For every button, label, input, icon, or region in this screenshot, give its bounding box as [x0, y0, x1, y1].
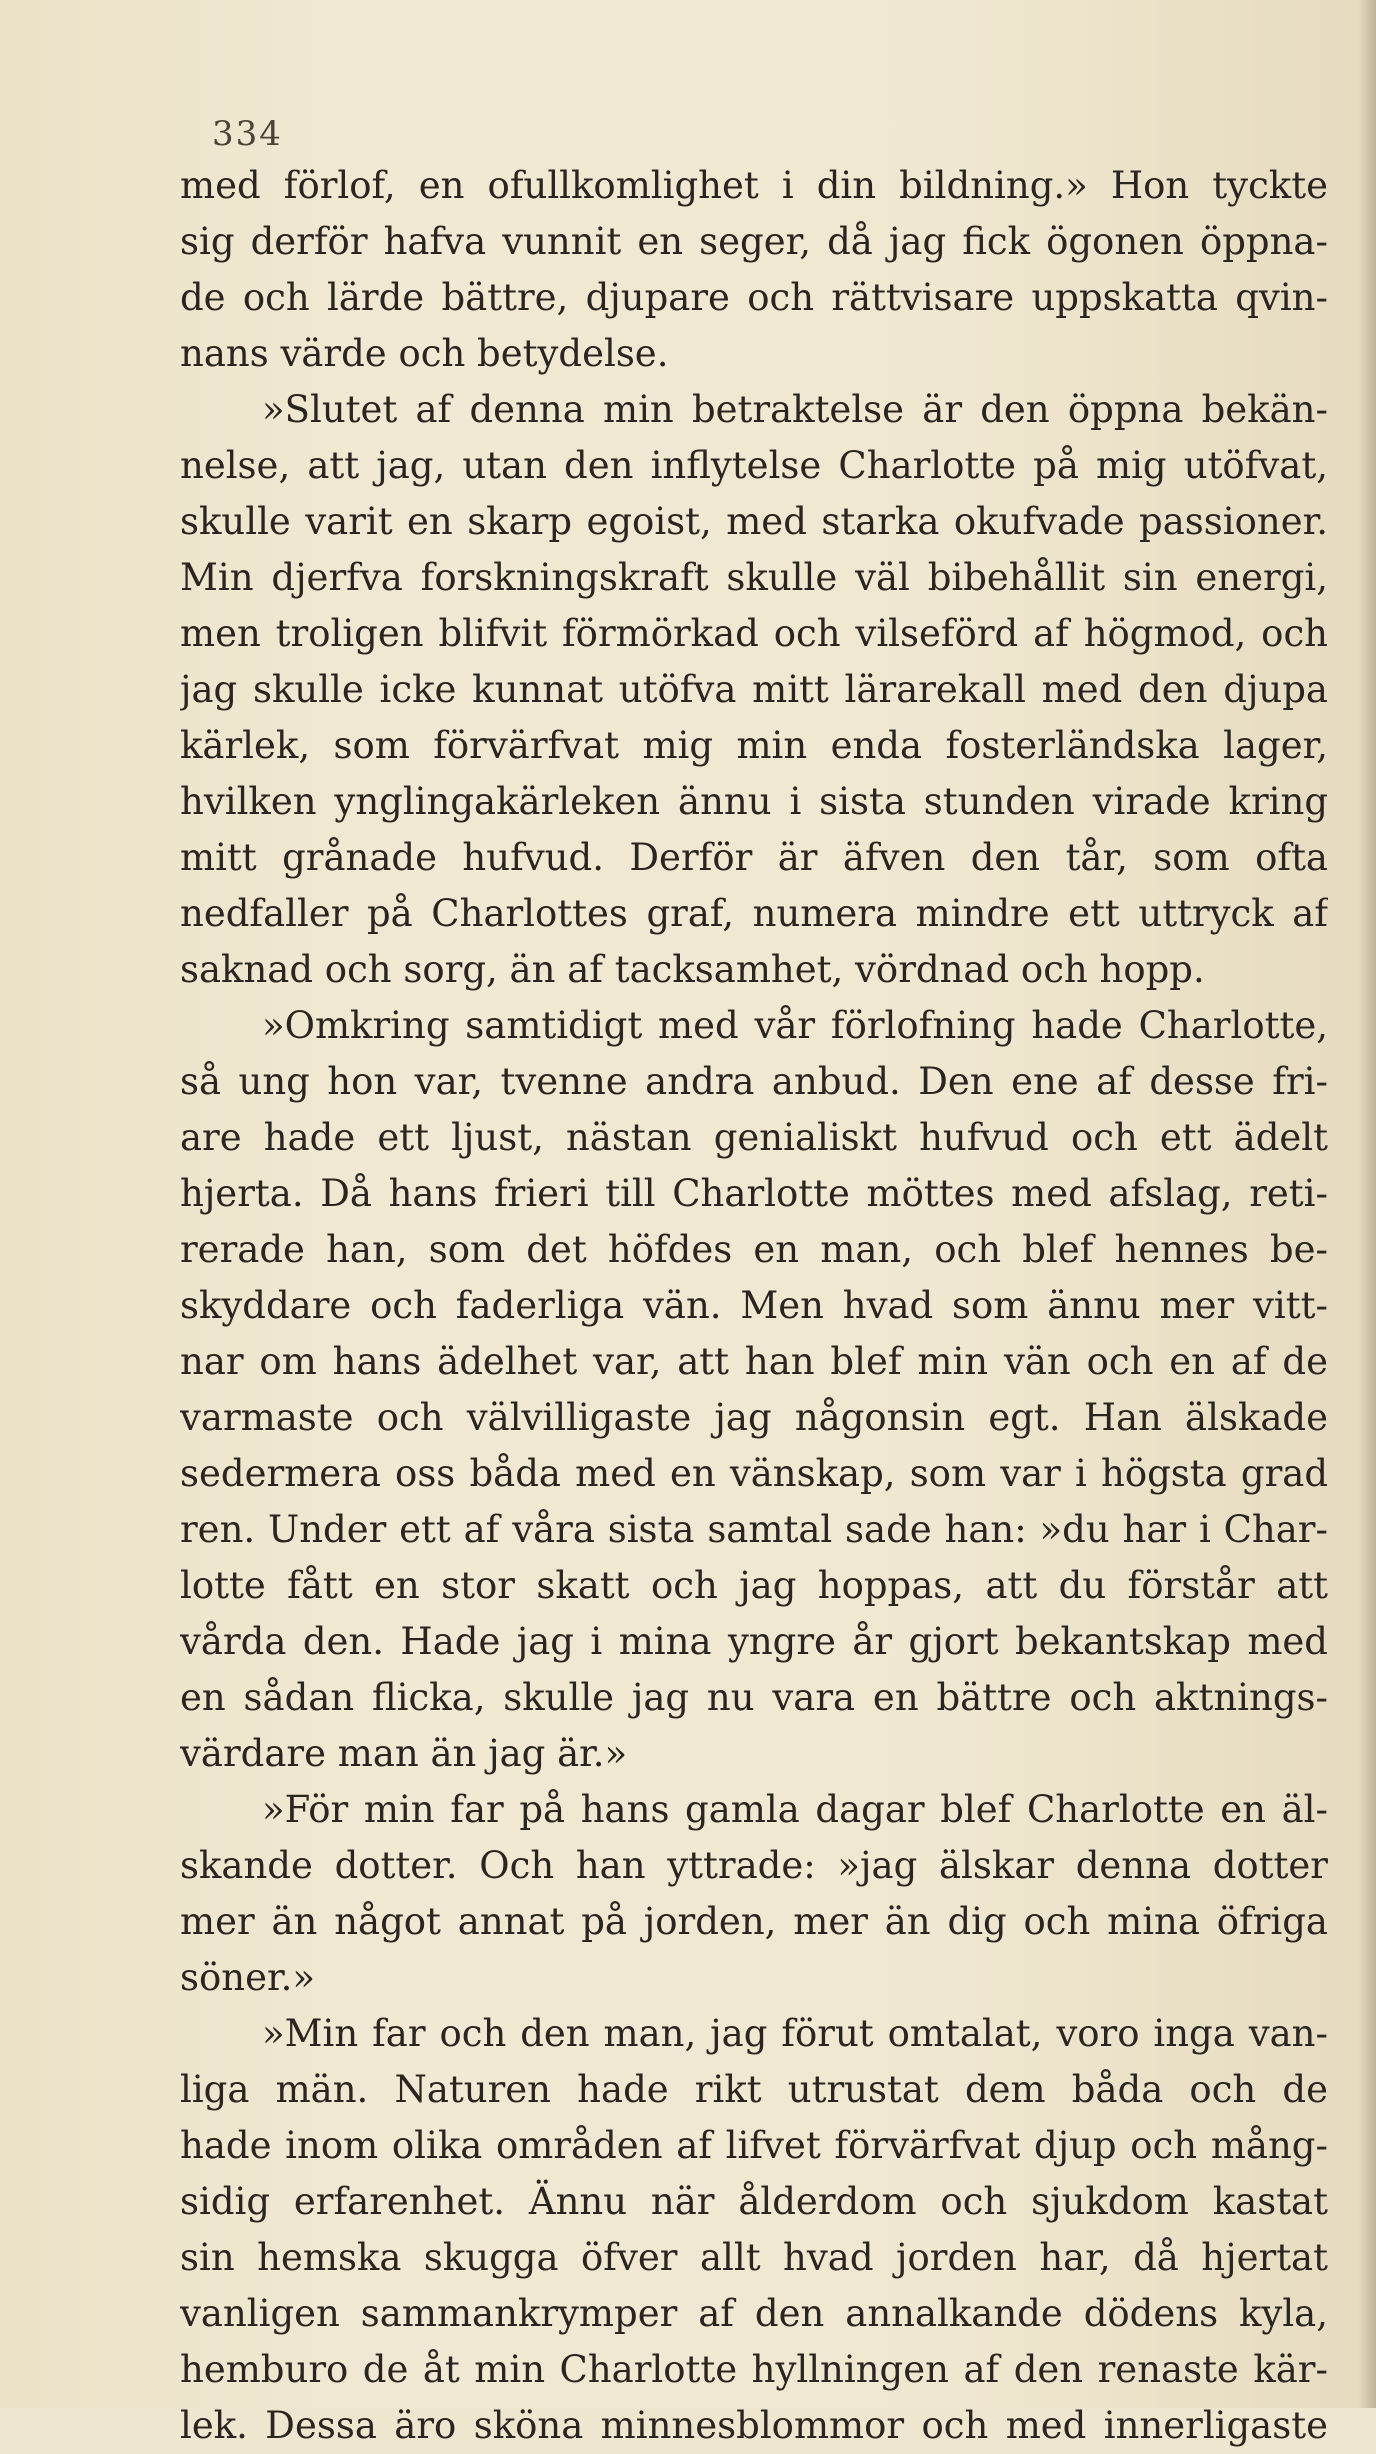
text-line: sedermera oss båda med en vänskap, som var i högsta grad — [180, 1452, 1328, 1495]
text-line: liga män. Naturen hade rikt utrustat dem båda och de — [180, 2068, 1328, 2111]
text-line: »Min far och den man, jag förut omtalat, voro inga van- — [262, 2012, 1328, 2055]
text-line: skulle varit en skarp egoist, med starka okufvade passioner. — [180, 500, 1328, 543]
text-line: saknad och sorg, än af tacksamhet, vördnad och hopp. — [180, 948, 1205, 991]
text-line: söner.» — [180, 1956, 316, 1999]
text-line: sin hemska skugga öfver allt hvad jorden har, då hjertat — [180, 2236, 1328, 2279]
text-line: vanligen sammankrymper af den annalkande dödens kyla, — [180, 2292, 1328, 2335]
text-line: »Slutet af denna min betraktelse är den öppna bekän- — [262, 388, 1328, 431]
text-line: de och lärde bättre, djupare och rättvisare uppskatta qvin- — [180, 276, 1328, 319]
text-line: are hade ett ljust, nästan genialiskt hufvud och ett ädelt — [180, 1116, 1328, 1159]
text-line: mitt grånade hufvud. Derför är äfven den tår, som ofta — [180, 836, 1328, 879]
text-line: mer än något annat på jorden, mer än dig och mina öfriga — [180, 1900, 1328, 1943]
text-line: »Omkring samtidigt med vår förlofning hade Charlotte, — [262, 1004, 1328, 1047]
text-line: nedfaller på Charlottes graf, numera mindre ett uttryck af — [180, 892, 1328, 935]
text-line: nar om hans ädelhet var, att han blef min vän och en af de — [180, 1340, 1328, 1383]
text-line: nans värde och betydelse. — [180, 332, 669, 375]
page-number: 334 — [212, 114, 283, 154]
text-line: kärlek, som förvärfvat mig min enda fosterländska lager, — [180, 724, 1328, 767]
text-line: skande dotter. Och han yttrade: »jag älskar denna dotter — [180, 1844, 1328, 1887]
text-line: hade inom olika områden af lifvet förvärfvat djup och mång- — [180, 2124, 1328, 2167]
text-line: med förlof, en ofullkomlighet i din bildning.» Hon tyckte — [180, 164, 1328, 207]
text-line: jag skulle icke kunnat utöfva mitt lärarekall med den djupa — [180, 668, 1328, 711]
text-line: värdare man än jag är.» — [180, 1732, 628, 1775]
text-line: »För min far på hans gamla dagar blef Charlotte en äl- — [262, 1788, 1328, 1831]
page-edge-shadow — [1358, 0, 1376, 2408]
text-line: vårda den. Hade jag i mina yngre år gjort bekantskap med — [180, 1620, 1328, 1663]
text-line: men troligen blifvit förmörkad och vilseförd af högmod, och — [180, 612, 1328, 655]
text-line: rerade han, som det höfdes en man, och blef hennes be- — [180, 1228, 1328, 1271]
text-line: hemburo de åt min Charlotte hyllningen af den renaste kär- — [180, 2348, 1328, 2391]
text-line: ren. Under ett af våra sista samtal sade han: »du har i Char- — [180, 1508, 1328, 1551]
text-line: lotte fått en stor skatt och jag hoppas, att du förstår att — [180, 1564, 1328, 1607]
text-line: hvilken ynglingakärleken ännu i sista stunden virade kring — [180, 780, 1328, 823]
text-line: sidig erfarenhet. Ännu när ålderdom och sjukdom kastat — [180, 2180, 1328, 2223]
text-line: en sådan flicka, skulle jag nu vara en bättre och aktnings- — [180, 1676, 1328, 1719]
text-line: Min djerfva forskningskraft skulle väl bibehållit sin energi, — [180, 556, 1328, 599]
text-line: lek. Dessa äro sköna minnesblommor och med innerligaste — [180, 2404, 1328, 2447]
text-line: nelse, att jag, utan den inflytelse Charlotte på mig utöfvat, — [180, 444, 1328, 487]
body-text — [180, 158, 1328, 2454]
text-line: så ung hon var, tvenne andra anbud. Den ene af desse fri- — [180, 1060, 1328, 1103]
text-line: sig derför hafva vunnit en seger, då jag fick ögonen öppna- — [180, 220, 1328, 263]
text-line: hjerta. Då hans frieri till Charlotte möttes med afslag, reti- — [180, 1172, 1328, 1215]
text-line: skyddare och faderliga vän. Men hvad som ännu mer vitt- — [180, 1284, 1328, 1327]
text-line: varmaste och välvilligaste jag någonsin egt. Han älskade — [180, 1396, 1328, 1439]
